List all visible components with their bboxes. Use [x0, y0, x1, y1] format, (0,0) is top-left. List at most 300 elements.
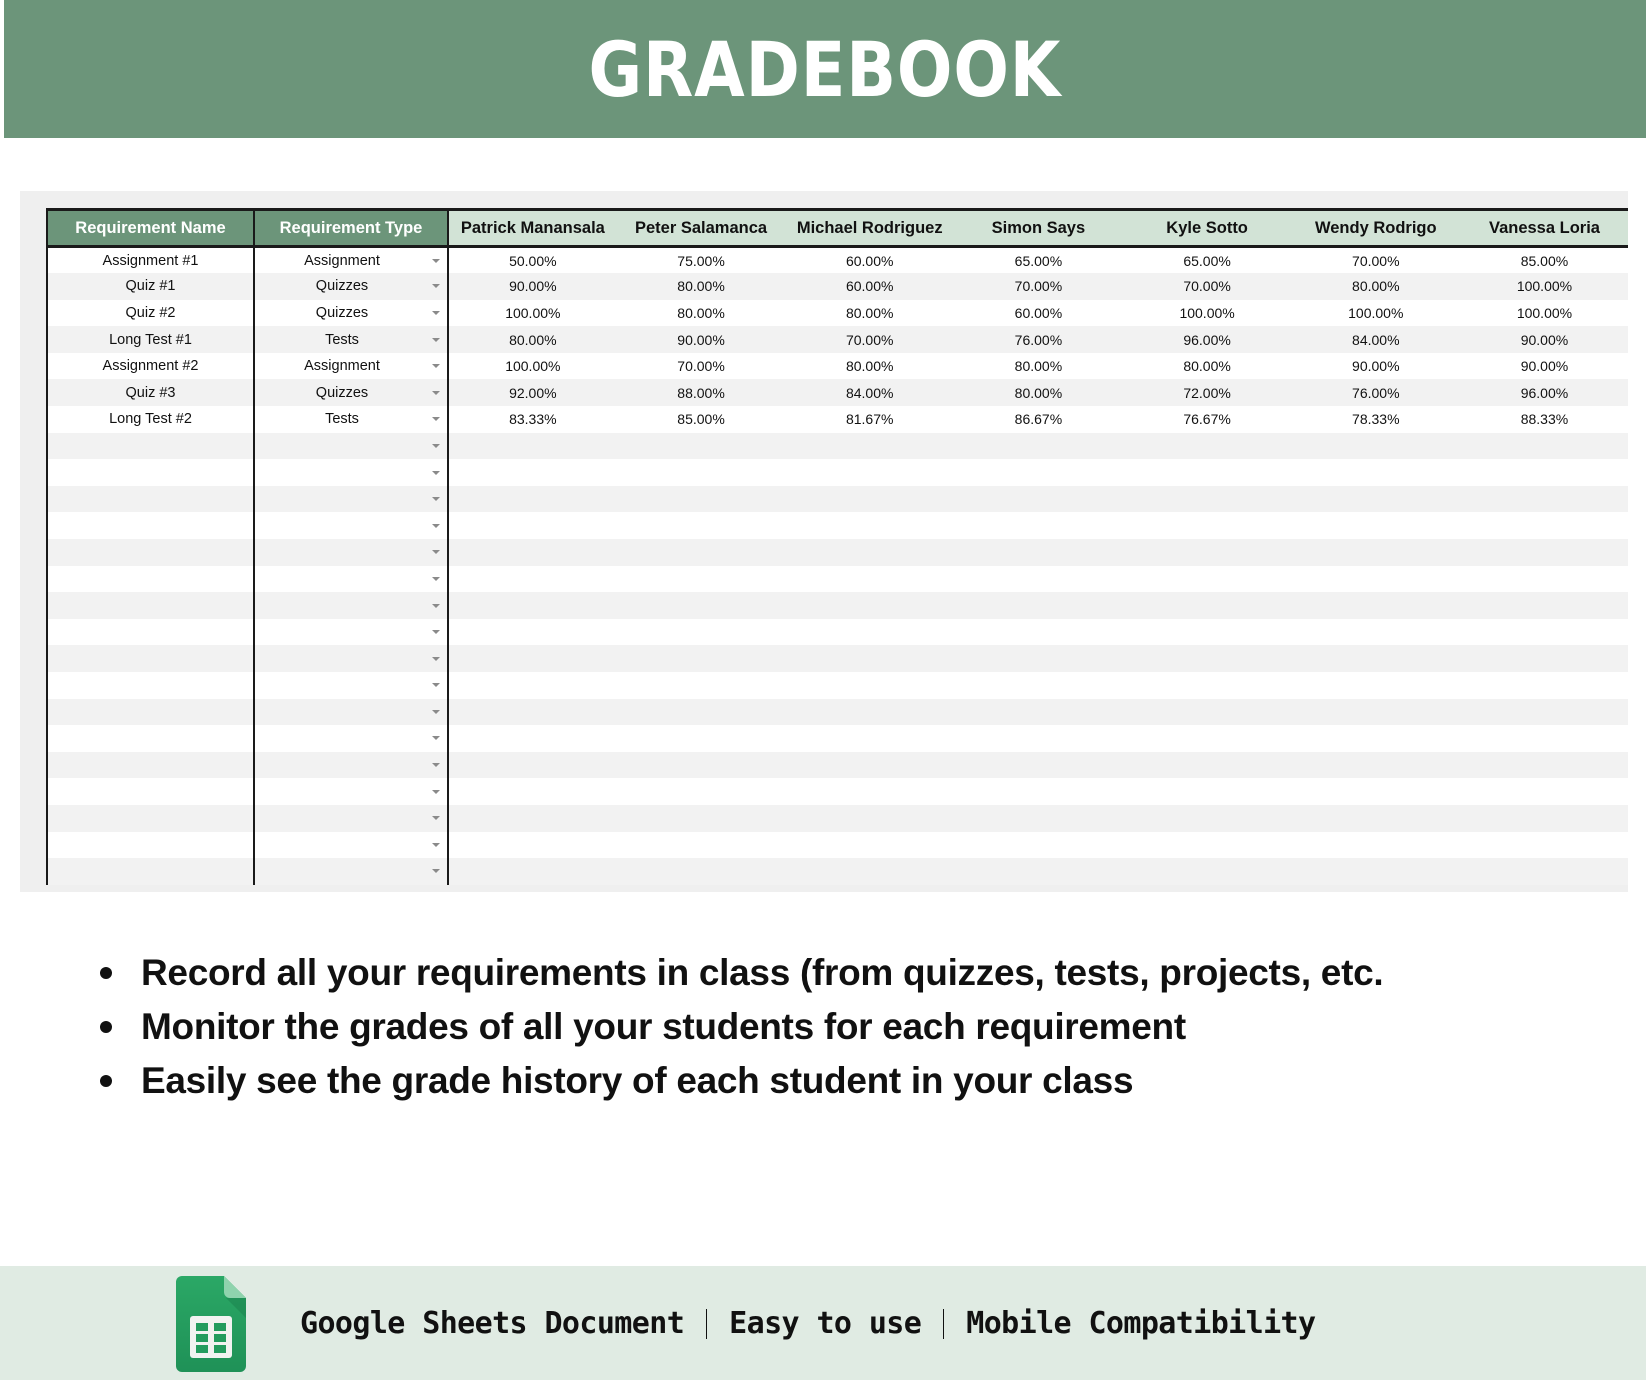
grade-cell[interactable] — [1123, 433, 1292, 460]
grade-cell[interactable] — [448, 699, 617, 726]
grade-cell[interactable] — [785, 699, 954, 726]
feature-text: Record all your requirements in class (from quizzes, tests, projects, etc. — [141, 952, 1384, 993]
requirement-name-cell[interactable]: Quiz #1 — [47, 273, 254, 300]
requirement-name-cell[interactable] — [47, 858, 254, 885]
grade-cell[interactable] — [617, 778, 786, 805]
grade-cell[interactable] — [785, 778, 954, 805]
footer-band — [0, 1266, 1646, 1380]
grade-cell[interactable] — [1291, 645, 1460, 672]
grade-cell[interactable]: 86.67% — [954, 406, 1123, 433]
grade-cell[interactable] — [448, 433, 617, 460]
grade-cell[interactable]: 70.00% — [954, 273, 1123, 300]
requirement-name-cell[interactable]: Assignment #1 — [47, 247, 254, 274]
grade-cell[interactable]: 60.00% — [954, 300, 1123, 327]
grade-cell[interactable]: 70.00% — [785, 326, 954, 353]
requirement-name-cell[interactable] — [47, 433, 254, 460]
grade-cell[interactable] — [954, 539, 1123, 566]
column-header-requirement-name[interactable]: Requirement Name — [47, 210, 254, 247]
grade-cell[interactable] — [617, 858, 786, 885]
grade-cell[interactable] — [785, 672, 954, 699]
requirement-type-dropdown[interactable] — [254, 699, 448, 726]
grade-cell[interactable]: 70.00% — [1291, 247, 1460, 274]
dropdown-arrow-icon[interactable] — [432, 577, 440, 581]
empty-table-row — [47, 486, 1628, 513]
grade-cell[interactable] — [1291, 433, 1460, 460]
table-row — [47, 247, 1628, 274]
grade-cell[interactable] — [1460, 832, 1628, 859]
requirement-name-cell[interactable] — [47, 539, 254, 566]
grade-cell[interactable] — [1123, 459, 1292, 486]
requirement-type-value: Quizzes — [315, 278, 369, 295]
dropdown-arrow-icon[interactable] — [432, 790, 440, 794]
grade-cell[interactable] — [1460, 778, 1628, 805]
feature-item — [96, 1054, 1616, 1108]
grade-cell[interactable] — [448, 539, 617, 566]
grade-cell[interactable] — [1291, 592, 1460, 619]
dropdown-arrow-icon[interactable] — [432, 683, 440, 687]
grade-cell[interactable] — [1460, 672, 1628, 699]
requirement-type-dropdown[interactable] — [254, 619, 448, 646]
requirement-name-cell[interactable] — [47, 592, 254, 619]
dropdown-arrow-icon[interactable] — [432, 816, 440, 820]
grade-cell[interactable] — [617, 592, 786, 619]
grade-cell[interactable]: 80.00% — [1123, 353, 1292, 380]
grade-cell[interactable] — [617, 699, 786, 726]
feature-text: Easily see the grade history of each student in your class — [141, 1060, 1134, 1101]
table-row — [47, 300, 1628, 327]
dropdown-arrow-icon[interactable] — [432, 657, 440, 661]
requirement-name-cell[interactable] — [47, 619, 254, 646]
requirement-name-cell[interactable] — [47, 778, 254, 805]
requirement-type-dropdown[interactable] — [254, 592, 448, 619]
grade-cell[interactable] — [954, 645, 1123, 672]
grade-cell[interactable] — [785, 512, 954, 539]
grade-cell[interactable] — [785, 539, 954, 566]
requirement-type-dropdown[interactable] — [254, 672, 448, 699]
empty-table-row — [47, 832, 1628, 859]
grade-cell[interactable] — [448, 486, 617, 513]
grade-cell[interactable] — [617, 566, 786, 593]
grade-cell[interactable]: 80.00% — [954, 353, 1123, 380]
grade-cell[interactable]: 100.00% — [1460, 300, 1628, 327]
feature-item — [96, 1000, 1616, 1054]
empty-table-row — [47, 672, 1628, 699]
requirement-name-cell[interactable] — [47, 805, 254, 832]
grade-cell[interactable] — [1291, 512, 1460, 539]
grade-cell[interactable] — [785, 832, 954, 859]
requirement-name-cell[interactable] — [47, 512, 254, 539]
requirement-type-value: Assignment — [304, 252, 380, 269]
dropdown-arrow-icon[interactable] — [432, 763, 440, 767]
dropdown-arrow-icon[interactable] — [432, 364, 440, 368]
requirement-name-cell[interactable]: Quiz #3 — [47, 379, 254, 406]
google-sheets-icon — [176, 1276, 246, 1372]
dropdown-arrow-icon[interactable] — [432, 391, 440, 395]
grade-cell[interactable] — [1460, 433, 1628, 460]
requirement-name-cell[interactable] — [47, 699, 254, 726]
column-header-student[interactable]: Simon Says — [954, 210, 1123, 247]
grade-cell[interactable] — [1460, 539, 1628, 566]
grade-cell[interactable] — [954, 512, 1123, 539]
grade-cell[interactable] — [448, 512, 617, 539]
empty-table-row — [47, 725, 1628, 752]
requirement-name-cell[interactable]: Assignment #2 — [47, 353, 254, 380]
grade-cell[interactable]: 76.67% — [1123, 406, 1292, 433]
bullet-icon — [100, 1021, 112, 1033]
grade-cell[interactable] — [617, 512, 786, 539]
grade-cell[interactable] — [1291, 672, 1460, 699]
requirement-type-dropdown[interactable] — [254, 539, 448, 566]
grade-cell[interactable] — [1123, 486, 1292, 513]
grade-cell[interactable] — [785, 805, 954, 832]
gradebook-table — [46, 208, 1628, 885]
grade-cell[interactable]: 80.00% — [617, 300, 786, 327]
grade-cell[interactable] — [1291, 725, 1460, 752]
grade-cell[interactable] — [1123, 858, 1292, 885]
grade-cell[interactable] — [617, 619, 786, 646]
grade-cell[interactable]: 70.00% — [617, 353, 786, 380]
grade-cell[interactable] — [954, 592, 1123, 619]
requirement-name-cell[interactable]: Long Test #2 — [47, 406, 254, 433]
requirement-type-dropdown[interactable] — [254, 725, 448, 752]
grade-cell[interactable]: 96.00% — [1123, 326, 1292, 353]
dropdown-arrow-icon[interactable] — [432, 710, 440, 714]
grade-cell[interactable] — [1460, 566, 1628, 593]
column-header-student[interactable]: Vanessa Loria — [1460, 210, 1628, 247]
grade-cell[interactable] — [617, 752, 786, 779]
dropdown-arrow-icon[interactable] — [432, 736, 440, 740]
grade-cell[interactable]: 90.00% — [1460, 326, 1628, 353]
grade-cell[interactable] — [617, 832, 786, 859]
dropdown-arrow-icon[interactable] — [432, 259, 440, 263]
grade-cell[interactable] — [785, 725, 954, 752]
requirement-type-dropdown[interactable] — [254, 406, 448, 433]
grade-cell[interactable] — [1123, 566, 1292, 593]
grade-cell[interactable] — [1291, 805, 1460, 832]
grade-cell[interactable]: 72.00% — [1123, 379, 1292, 406]
grade-cell[interactable] — [1460, 725, 1628, 752]
requirement-name-cell[interactable] — [47, 832, 254, 859]
grade-cell[interactable] — [617, 672, 786, 699]
grade-cell[interactable]: 100.00% — [448, 353, 617, 380]
requirement-type-value: Tests — [325, 411, 359, 428]
requirement-name-cell[interactable] — [47, 486, 254, 513]
table-row — [47, 406, 1628, 433]
requirement-type-dropdown[interactable] — [254, 512, 448, 539]
grade-cell[interactable] — [954, 433, 1123, 460]
grade-cell[interactable] — [785, 433, 954, 460]
grade-cell[interactable]: 76.00% — [954, 326, 1123, 353]
grade-cell[interactable] — [1460, 645, 1628, 672]
grade-cell[interactable]: 80.00% — [954, 379, 1123, 406]
column-header-student[interactable]: Peter Salamanca — [617, 210, 786, 247]
grade-cell[interactable] — [1291, 752, 1460, 779]
dropdown-arrow-icon[interactable] — [432, 284, 440, 288]
grade-cell[interactable] — [617, 539, 786, 566]
requirement-type-dropdown[interactable] — [254, 566, 448, 593]
grade-cell[interactable] — [617, 459, 786, 486]
grade-cell[interactable] — [1123, 725, 1292, 752]
table-row — [47, 353, 1628, 380]
footer-tagline — [300, 1302, 1315, 1346]
grade-cell[interactable] — [1460, 699, 1628, 726]
grade-cell[interactable] — [448, 672, 617, 699]
grade-cell[interactable] — [785, 645, 954, 672]
requirement-name-cell[interactable]: Quiz #2 — [47, 300, 254, 327]
grade-cell[interactable] — [617, 486, 786, 513]
table-row — [47, 273, 1628, 300]
grade-cell[interactable] — [1123, 592, 1292, 619]
gradebook-body — [47, 247, 1628, 885]
grade-cell[interactable]: 80.00% — [617, 273, 786, 300]
requirement-name-cell[interactable] — [47, 725, 254, 752]
dropdown-arrow-icon[interactable] — [432, 311, 440, 315]
requirement-name-cell[interactable] — [47, 752, 254, 779]
grade-cell[interactable] — [785, 619, 954, 646]
dropdown-arrow-icon[interactable] — [432, 417, 440, 421]
requirement-type-dropdown[interactable] — [254, 433, 448, 460]
grade-cell[interactable] — [617, 433, 786, 460]
grade-cell[interactable]: 90.00% — [1460, 353, 1628, 380]
grade-cell[interactable] — [1123, 512, 1292, 539]
grade-cell[interactable] — [1460, 486, 1628, 513]
empty-table-row — [47, 619, 1628, 646]
grade-cell[interactable] — [448, 566, 617, 593]
grade-cell[interactable] — [954, 805, 1123, 832]
requirement-type-value: Tests — [325, 331, 359, 348]
grade-cell[interactable]: 80.00% — [448, 326, 617, 353]
grade-cell[interactable]: 84.00% — [1291, 326, 1460, 353]
grade-cell[interactable]: 80.00% — [785, 353, 954, 380]
grade-cell[interactable] — [1291, 486, 1460, 513]
requirement-name-cell[interactable] — [47, 566, 254, 593]
grade-cell[interactable]: 65.00% — [954, 247, 1123, 274]
grade-cell[interactable] — [1123, 832, 1292, 859]
grade-cell[interactable] — [1460, 805, 1628, 832]
grade-cell[interactable] — [617, 725, 786, 752]
feature-text: Monitor the grades of all your students for each requirement — [141, 1006, 1186, 1047]
grade-cell[interactable] — [954, 699, 1123, 726]
grade-cell[interactable]: 75.00% — [617, 247, 786, 274]
requirement-type-dropdown[interactable] — [254, 379, 448, 406]
footer-separator — [943, 1309, 944, 1339]
requirement-type-dropdown[interactable] — [254, 645, 448, 672]
grade-cell[interactable] — [617, 645, 786, 672]
requirement-type-dropdown[interactable] — [254, 778, 448, 805]
grade-cell[interactable] — [1291, 832, 1460, 859]
grade-cell[interactable]: 70.00% — [1123, 273, 1292, 300]
grade-cell[interactable] — [954, 619, 1123, 646]
grade-cell[interactable] — [785, 592, 954, 619]
column-header-student[interactable]: Patrick Manansala — [448, 210, 617, 247]
dropdown-arrow-icon[interactable] — [432, 471, 440, 475]
grade-cell[interactable]: 88.33% — [1460, 406, 1628, 433]
grade-cell[interactable] — [954, 672, 1123, 699]
empty-table-row — [47, 566, 1628, 593]
grade-cell[interactable] — [1460, 619, 1628, 646]
grade-cell[interactable] — [954, 725, 1123, 752]
requirement-type-value: Quizzes — [315, 304, 369, 321]
requirement-type-dropdown[interactable] — [254, 326, 448, 353]
requirement-type-dropdown[interactable] — [254, 832, 448, 859]
grade-cell[interactable] — [1123, 699, 1292, 726]
grade-cell[interactable] — [954, 752, 1123, 779]
column-header-requirement-type[interactable]: Requirement Type — [254, 210, 448, 247]
footer-separator — [706, 1309, 707, 1339]
grade-cell[interactable] — [448, 592, 617, 619]
grade-cell[interactable] — [448, 645, 617, 672]
requirement-type-value: Assignment — [304, 358, 380, 375]
grade-cell[interactable]: 84.00% — [785, 379, 954, 406]
grade-cell[interactable]: 85.00% — [1460, 247, 1628, 274]
table-row — [47, 379, 1628, 406]
footer-item-google-sheets: Google Sheets Document — [300, 1306, 685, 1341]
grade-cell[interactable] — [785, 858, 954, 885]
grade-cell[interactable] — [448, 832, 617, 859]
grade-cell[interactable]: 100.00% — [1460, 273, 1628, 300]
grade-cell[interactable] — [954, 832, 1123, 859]
empty-table-row — [47, 805, 1628, 832]
requirement-type-dropdown[interactable] — [254, 459, 448, 486]
empty-table-row — [47, 512, 1628, 539]
grade-cell[interactable] — [785, 459, 954, 486]
header-row — [47, 210, 1628, 247]
grade-cell[interactable] — [448, 725, 617, 752]
dropdown-arrow-icon[interactable] — [432, 444, 440, 448]
grade-cell[interactable]: 100.00% — [448, 300, 617, 327]
empty-table-row — [47, 459, 1628, 486]
dropdown-arrow-icon[interactable] — [432, 843, 440, 847]
grade-cell[interactable] — [1291, 566, 1460, 593]
grade-cell[interactable] — [954, 459, 1123, 486]
dropdown-arrow-icon[interactable] — [432, 338, 440, 342]
grade-cell[interactable]: 100.00% — [1123, 300, 1292, 327]
grade-cell[interactable] — [1460, 858, 1628, 885]
feature-list — [96, 946, 1616, 1108]
requirement-type-dropdown[interactable] — [254, 486, 448, 513]
grade-cell[interactable]: 78.33% — [1291, 406, 1460, 433]
requirement-type-dropdown[interactable] — [254, 858, 448, 885]
grade-cell[interactable] — [785, 486, 954, 513]
grade-cell[interactable]: 85.00% — [617, 406, 786, 433]
grade-cell[interactable] — [1460, 592, 1628, 619]
grade-cell[interactable] — [1123, 645, 1292, 672]
requirement-type-dropdown[interactable] — [254, 805, 448, 832]
dropdown-arrow-icon[interactable] — [432, 630, 440, 634]
grade-cell[interactable]: 65.00% — [1123, 247, 1292, 274]
grade-cell[interactable]: 92.00% — [448, 379, 617, 406]
requirement-name-cell[interactable] — [47, 645, 254, 672]
grade-cell[interactable]: 80.00% — [785, 300, 954, 327]
title-banner — [4, 0, 1646, 138]
requirement-name-cell[interactable] — [47, 459, 254, 486]
grade-cell[interactable] — [617, 805, 786, 832]
footer-item-mobile: Mobile Compatibility — [966, 1306, 1316, 1341]
empty-table-row — [47, 858, 1628, 885]
empty-table-row — [47, 752, 1628, 779]
requirement-type-dropdown[interactable] — [254, 300, 448, 327]
grade-cell[interactable]: 60.00% — [785, 247, 954, 274]
grade-cell[interactable] — [1460, 752, 1628, 779]
grade-cell[interactable]: 80.00% — [1291, 273, 1460, 300]
grade-cell[interactable] — [448, 752, 617, 779]
grade-cell[interactable]: 83.33% — [448, 406, 617, 433]
column-header-student[interactable]: Wendy Rodrigo — [1291, 210, 1460, 247]
empty-table-row — [47, 699, 1628, 726]
feature-item — [96, 946, 1616, 1000]
grade-cell[interactable] — [954, 566, 1123, 593]
grade-cell[interactable] — [1291, 699, 1460, 726]
grade-cell[interactable] — [448, 778, 617, 805]
empty-table-row — [47, 592, 1628, 619]
grade-cell[interactable]: 90.00% — [617, 326, 786, 353]
empty-table-row — [47, 539, 1628, 566]
grade-cell[interactable]: 76.00% — [1291, 379, 1460, 406]
dropdown-arrow-icon[interactable] — [432, 869, 440, 873]
grade-cell[interactable] — [1291, 459, 1460, 486]
dropdown-arrow-icon[interactable] — [432, 550, 440, 554]
grade-cell[interactable] — [785, 752, 954, 779]
grade-cell[interactable] — [448, 619, 617, 646]
grade-cell[interactable] — [448, 858, 617, 885]
grade-cell[interactable] — [448, 459, 617, 486]
bullet-icon — [100, 967, 112, 979]
requirement-type-dropdown[interactable] — [254, 273, 448, 300]
column-header-student[interactable]: Kyle Sotto — [1123, 210, 1292, 247]
grade-cell[interactable] — [1460, 512, 1628, 539]
grade-cell[interactable]: 81.67% — [785, 406, 954, 433]
grade-cell[interactable] — [1123, 752, 1292, 779]
dropdown-arrow-icon[interactable] — [432, 524, 440, 528]
grade-cell[interactable] — [1291, 858, 1460, 885]
dropdown-arrow-icon[interactable] — [432, 604, 440, 608]
grade-cell[interactable] — [1123, 805, 1292, 832]
footer-item-easy-to-use: Easy to use — [729, 1306, 922, 1341]
grade-cell[interactable]: 88.00% — [617, 379, 786, 406]
grade-cell[interactable] — [1460, 459, 1628, 486]
grade-cell[interactable]: 90.00% — [1291, 353, 1460, 380]
grade-cell[interactable] — [1123, 778, 1292, 805]
grade-cell[interactable] — [1291, 619, 1460, 646]
grade-cell[interactable]: 100.00% — [1291, 300, 1460, 327]
dropdown-arrow-icon[interactable] — [432, 497, 440, 501]
grade-cell[interactable] — [954, 486, 1123, 513]
grade-cell[interactable] — [1291, 778, 1460, 805]
grade-cell[interactable] — [1123, 619, 1292, 646]
requirement-type-dropdown[interactable] — [254, 247, 448, 274]
grade-cell[interactable]: 96.00% — [1460, 379, 1628, 406]
grade-cell[interactable] — [448, 805, 617, 832]
requirement-name-cell[interactable] — [47, 672, 254, 699]
requirement-type-dropdown[interactable] — [254, 752, 448, 779]
grade-cell[interactable] — [954, 858, 1123, 885]
grade-cell[interactable]: 50.00% — [448, 247, 617, 274]
table-row — [47, 326, 1628, 353]
grade-cell[interactable] — [1291, 539, 1460, 566]
page-title: GRADEBOOK — [588, 24, 1062, 114]
grade-cell[interactable] — [954, 778, 1123, 805]
grade-cell[interactable] — [1123, 672, 1292, 699]
grade-cell[interactable]: 60.00% — [785, 273, 954, 300]
requirement-type-dropdown[interactable] — [254, 353, 448, 380]
column-header-student[interactable]: Michael Rodriguez — [785, 210, 954, 247]
grade-cell[interactable]: 90.00% — [448, 273, 617, 300]
grade-cell[interactable] — [1123, 539, 1292, 566]
empty-table-row — [47, 645, 1628, 672]
grade-cell[interactable] — [785, 566, 954, 593]
requirement-name-cell[interactable]: Long Test #1 — [47, 326, 254, 353]
bullet-icon — [100, 1075, 112, 1087]
